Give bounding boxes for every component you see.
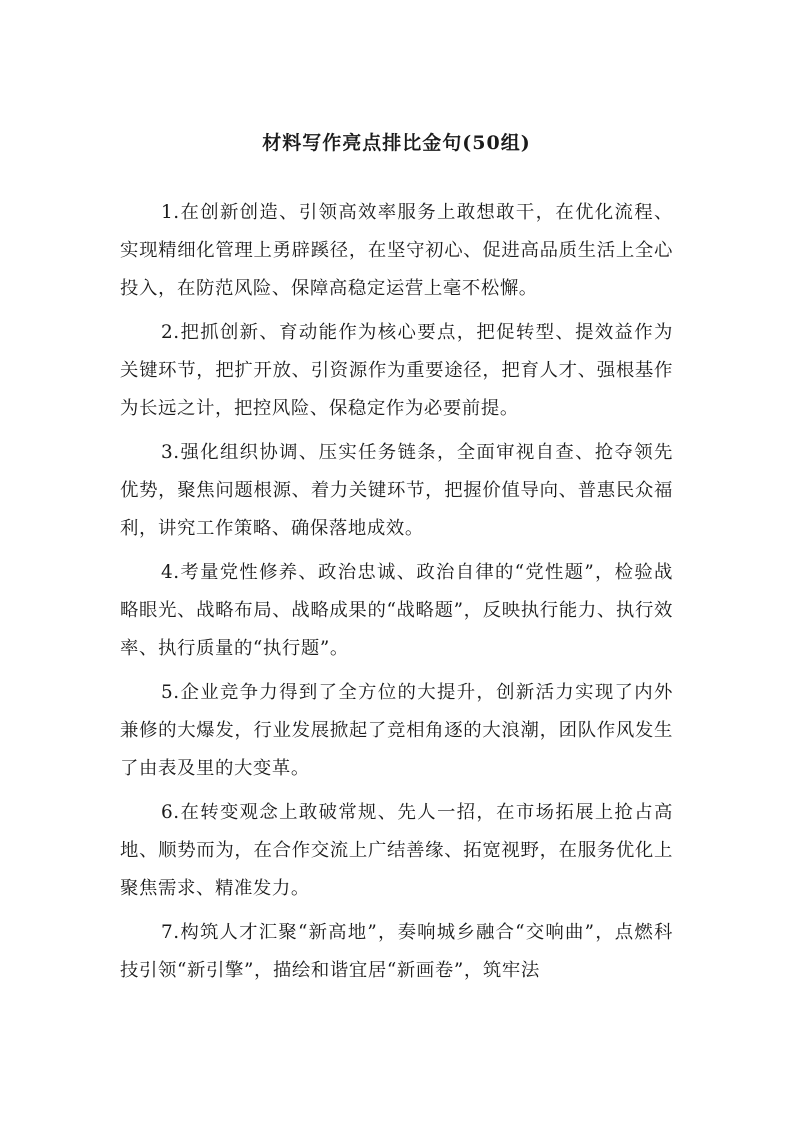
document-body bbox=[120, 194, 673, 996]
paragraph-3: 3.强化组织协调、压实任务链条，全面审视自查、抢夺领先优势，聚焦问题根源、着力关键环节，把握价值导向、普惠民众福利，讲究工作策略、确保落地成效。 bbox=[120, 442, 673, 539]
paragraph-1: 1.在创新创造、引领高效率服务上敢想敢干，在优化流程、实现精细化管理上勇辟蹊径，在坚守初心、促进高品质生活上全心投入，在防范风险、保障高稳定运营上毫不松懈。 bbox=[120, 202, 673, 299]
paragraph-4: 4.考量党性修养、政治忠诚、政治自律的“党性题”，检验战略眼光、战略布局、战略成果的“战略题”，反映执行能力、执行效率、执行质量的“执行题”。 bbox=[120, 562, 673, 659]
paragraph-6: 6.在转变观念上敢破常规、先人一招，在市场拓展上抢占高地、顺势而为，在合作交流上广结善缘、拓宽视野，在服务优化上聚焦需求、精准发力。 bbox=[120, 802, 673, 899]
document-title: 材料写作亮点排比金句(50组) bbox=[262, 132, 531, 154]
paragraph-7: 7.构筑人才汇聚“新高地”，奏响城乡融合“交响曲”，点燃科技引领“新引擎”，描绘和谐宜居“新画卷”，筑牢法 bbox=[120, 922, 673, 981]
paragraph-2: 2.把抓创新、育动能作为核心要点，把促转型、提效益作为关键环节，把扩开放、引资源作为重要途径，把育人才、强根基作为长远之计，把控风险、保稳定作为必要前提。 bbox=[120, 322, 673, 419]
paragraph-5: 5.企业竞争力得到了全方位的大提升，创新活力实现了内外兼修的大爆发，行业发展掀起了竞相角逐的大浪潮，团队作风发生了由表及里的大变革。 bbox=[120, 682, 673, 779]
